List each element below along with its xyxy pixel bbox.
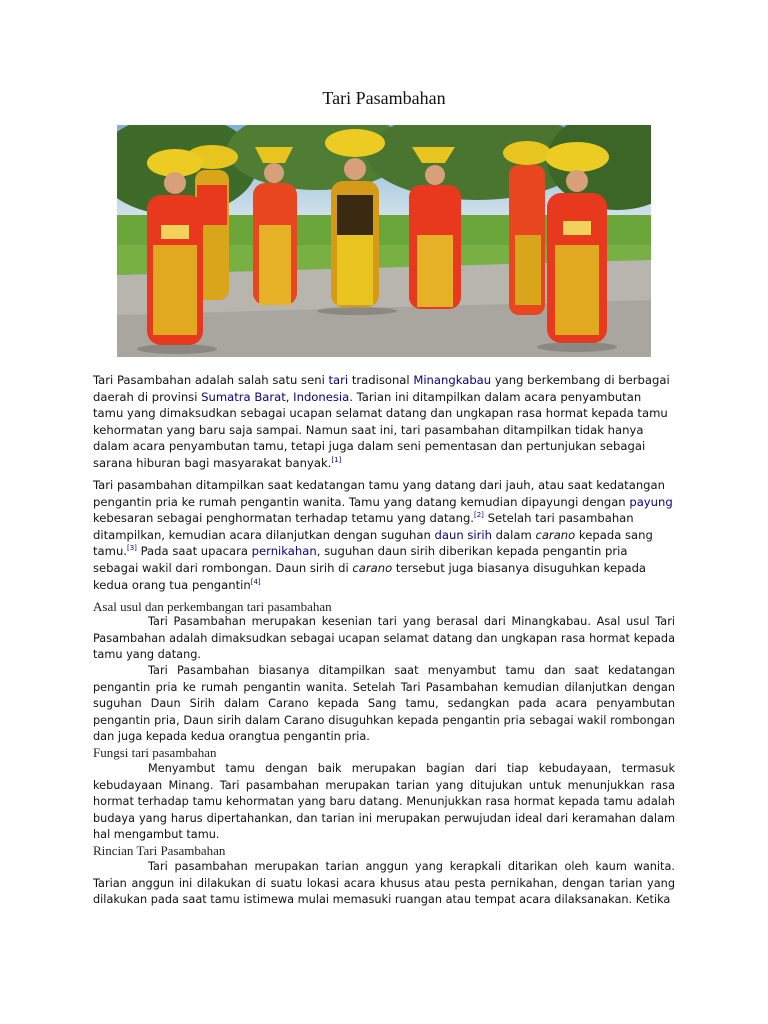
text-run: dalam <box>491 527 536 542</box>
dancers-photo <box>117 125 651 357</box>
link-sumatra-barat[interactable]: Sumatra Barat <box>201 389 286 404</box>
reference-4[interactable]: [4] <box>250 577 261 586</box>
rincian-paragraph <box>93 859 675 909</box>
link-payung[interactable]: payung <box>629 494 673 509</box>
text-run: kepada sang tamu. <box>93 527 653 559</box>
text-run: Tari pasambahan ditampilkan saat kedatangan tamu yang datang dari jauh, atau saat kedatangan pengantin pria ke rumah pengantin wanita. Tamu yang datang kemudian dipayungi dengan <box>93 478 665 509</box>
text-run: Tari Pasambahan biasanya ditampilkan saat menyambut tamu dan saat kedatangan pengantin pria ke rumah pengantin wanita. Setelah Tari Pasambahan kemudian dilanjutkan dengan suguhan Daun Sirih dalam Carano kepada Sang tamu, sedangkan pada acara penyambutan pengantin pria, Daun sirih dalam Carano disuguhkan kepada pengantin pria sebagai wakil rombongan dan juga kepada kedua orangtua pengantin pria. <box>93 664 675 744</box>
section-heading-fungsi: Fungsi tari pasambahan <box>93 745 217 760</box>
page-title: Tari Pasambahan <box>322 88 446 108</box>
link-tari[interactable]: tari <box>328 373 349 387</box>
intro-paragraph <box>93 372 675 472</box>
text-run: Pada saat upacara <box>136 544 252 559</box>
text-run: Tari pasambahan merupakan tarian anggun yang kerapkali ditarikan oleh kaum wanita. Tarian anggun ini dilakukan di suatu lokasi acara khusus atau pesta pernikahan, dengan tarian yang dilakukan pada saat tamu istimewa mulai memasuki ruangan atau tempat acara dilaksanakan. Ketika <box>93 860 675 907</box>
dancers-illustration <box>117 125 651 357</box>
text-run: Menyambut tamu dengan baik merupakan bagian dari tiap kebudayaan, termasuk kebudayaan Minang. Tari pasambahan merupakan tarian yang ditujukan untuk menunjukkan rasa hormat terhadap tamu kehormatan yang baru datang. Menunjukkan rasa hormat kepada tamu adalah budaya yang harus dipertahankan, dan tarian ini merupakan perwujudan ideal dari keramahan dalam hal mengambut tamu. <box>93 762 675 842</box>
reference-1[interactable]: [1] <box>331 455 342 464</box>
text-run: tradisonal <box>348 373 414 387</box>
second-paragraph <box>93 477 675 593</box>
text-run: . Tarian ini ditampilkan dalam acara penyambutan tamu yang dimaksudkan sebagai ucapan selamat datang dan ungkapan rasa hormat kepada tamu kehormatan yang baru saja sampai. Namun saat ini, tari pasambahan ditampilkan tidak hanya dalam acara penyambutan tamu, tetapi juga dalam seni pementasan dan pertunjukan sebagai sarana hiburan bagi masyarakat banyak. <box>93 389 668 470</box>
asal-usul-paragraph-1 <box>93 614 675 664</box>
asal-usul-paragraph-2 <box>93 663 675 746</box>
text-run: Tari Pasambahan adalah salah satu seni <box>93 373 329 387</box>
text-run: kebesaran sebagai penghormatan terhadap tetamu yang datang. <box>93 511 474 526</box>
italic-carano: carano <box>352 560 393 575</box>
text-run: tersebut juga biasanya disuguhkan kepada kedua orang tua pengantin <box>93 560 647 592</box>
reference-3[interactable]: [3] <box>126 544 137 553</box>
link-minangkabau[interactable]: Minangkabau <box>413 373 492 387</box>
text-run: , suguhan daun sirih diberikan kepada pengantin pria sebagai wakil dari rombongan. Daun sirih di <box>93 544 628 575</box>
text-run: Setelah tari pasambahan ditampilkan, kemudian acara dilanjutkan dengan suguhan <box>93 511 634 542</box>
reference-2[interactable]: [2] <box>474 511 484 520</box>
text-run: , <box>285 389 294 404</box>
italic-carano: carano <box>535 527 576 542</box>
link-indonesia[interactable]: Indonesia <box>293 389 350 404</box>
link-pernikahan[interactable]: pernikahan <box>251 544 317 559</box>
link-daun-sirih[interactable]: daun sirih <box>434 527 492 542</box>
text-run: yang berkembang di berbagai daerah di provinsi <box>93 373 670 404</box>
section-heading-rincian: Rincian Tari Pasambahan <box>93 843 226 858</box>
fungsi-paragraph <box>93 761 675 844</box>
text-run: Tari Pasambahan merupakan kesenian tari yang berasal dari Minangkabau. Asal usul Tari Pasambahan adalah dimaksudkan sebagai ucapan selamat datang dan ungkapan rasa hormat kepada tamu yang datang. <box>93 615 675 662</box>
section-heading-asal-usul: Asal usul dan perkembangan tari pasambahan <box>93 599 332 614</box>
